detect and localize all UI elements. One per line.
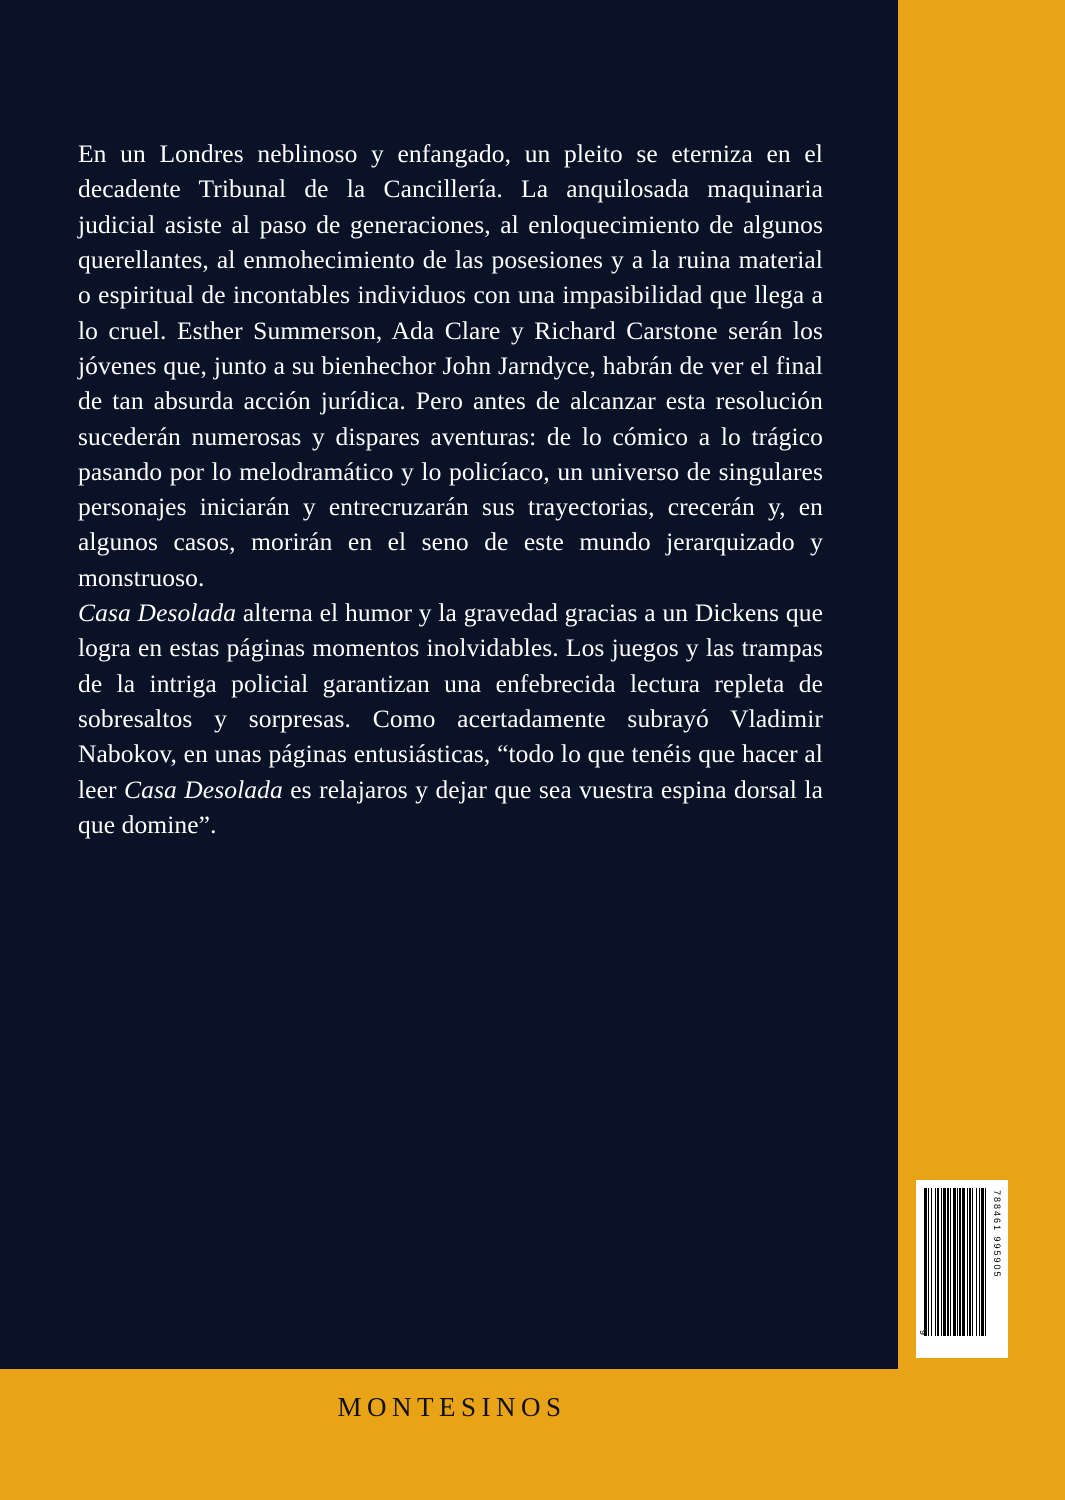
barcode-stripe xyxy=(959,1188,961,1336)
barcode-stripe xyxy=(967,1188,968,1336)
barcode-stripe xyxy=(943,1188,946,1336)
barcode-stripe xyxy=(953,1188,956,1336)
publisher-name: MONTESINOS xyxy=(337,1392,567,1422)
barcode-leading-digit: 9 xyxy=(918,1330,928,1336)
barcode-stripe xyxy=(928,1188,929,1336)
barcode-stripe xyxy=(979,1188,980,1336)
barcode-digits: 788461 995905 xyxy=(992,1190,1002,1279)
barcode-stripe xyxy=(969,1188,971,1336)
blurb-paragraph-2-part-b: es relajaros y dejar que sea vuestra espina dorsal la que domine”. xyxy=(78,774,823,839)
barcode-stripe xyxy=(935,1188,936,1336)
blurb-paragraph-2-part-a: alterna el humor y la gravedad gracias a un Dickens que logra en estas páginas momentos inolvidables. Los juegos y las trampas de la intriga policial garantizan una enfebrecida lectura repleta de sobresaltos y sorpresas. Como acertadamente subrayó Vladimir Nabokov, en unas páginas entusiásticas, “todo lo que tenéis que hacer al leer xyxy=(78,598,823,804)
barcode-stripe xyxy=(937,1188,939,1336)
footer-band xyxy=(0,1369,898,1500)
blurb-paragraph-1: En un Londres neblinoso y enfangado, un pleito se eterniza en el decadente Tribunal de la Cancillería. La anquilosada maquinaria judicial asiste al paso de generaciones, al enloquecimiento de algunos querellantes, al enmohecimiento de las posesiones y a la ruina material o espiritual de incontables individuos con una impasibilidad que llega a lo cruel. Esther Summerson, Ada Clare y Richard Carstone serán los jóvenes que, junto a su bienhechor John Jarndyce, habrán de ver el final de tan absurda acción jurídica. Pero antes de alcanzar esta resolución sucederán numerosas y dispares aventuras: de lo cómico a lo trágico pasando por lo melodramático y lo policíaco, un universo de singulares personajes iniciarán y entrecruzarán sus trayectorias, crecerán y, en algunos casos, morirán en el seno de este mundo jerarquizado y monstruoso. xyxy=(78,139,823,592)
book-title-mention-1: Casa Desolada xyxy=(78,598,237,628)
barcode-stripe xyxy=(957,1188,958,1336)
barcode-stripe xyxy=(931,1188,932,1336)
blurb-text xyxy=(78,136,823,842)
barcode-stripe xyxy=(981,1188,984,1336)
barcode xyxy=(916,1180,1008,1358)
barcode-stripe xyxy=(985,1188,986,1336)
barcode-stripe xyxy=(950,1188,951,1336)
barcode-stripe xyxy=(962,1188,965,1336)
barcode-stripe xyxy=(972,1188,973,1336)
barcode-stripe xyxy=(947,1188,949,1336)
barcode-bars xyxy=(924,1188,986,1336)
barcode-stripe xyxy=(976,1188,977,1336)
barcode-stripe xyxy=(941,1188,942,1336)
barcode-stripe xyxy=(924,1188,927,1336)
book-title-mention-2: Casa Desolada xyxy=(124,774,283,804)
blurb-paragraph-2 xyxy=(78,595,823,842)
